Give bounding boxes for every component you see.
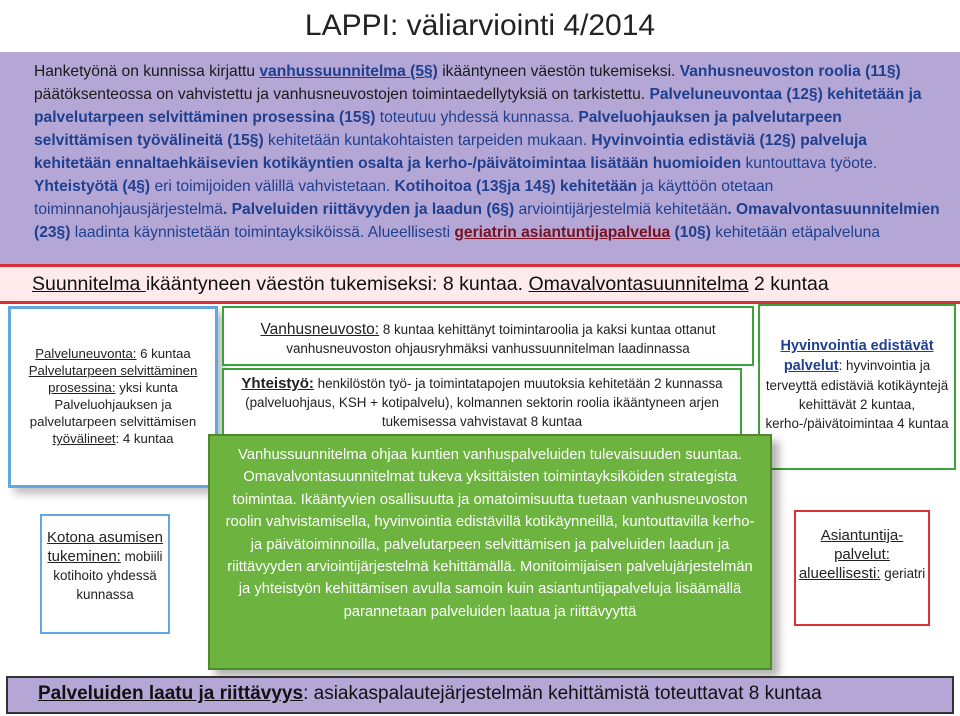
intro-text-7c: . Palveluiden riittävyyden ja laadun (6§) <box>222 201 515 218</box>
asiant-box-b: geriatri <box>880 566 926 581</box>
intro-text-4a: Palveluohjauksen ja palvelutarpeen selvittämisen työvälineitä (15§) <box>34 109 842 149</box>
asiant-box-a: Asiantuntija-palvelut: alueellisesti: <box>798 527 904 582</box>
left-box-d: yksi kunta <box>115 380 178 395</box>
kotona-box-b: mobiili kotihoito yhdessä kunnassa <box>53 549 163 602</box>
intro-text-3a: Palveluneuvontaa (12§) kehitetään ja palvelutarpeen selvittäminen prosessina (15§) <box>34 86 922 126</box>
intro-text-3b: toteutuu yhdessä kunnassa. <box>375 109 579 126</box>
cooperation-box <box>222 368 742 438</box>
intro-panel <box>0 52 960 268</box>
vanhus-box-b: 8 kuntaa kehittänyt toimintaroolia ja kaksi kuntaa ottanut vanhusneuvoston ohjausryhmäksi vanhussuunnitelman laadinnassa <box>286 322 716 356</box>
intro-text-1b: vanhussuunnitelma (5§) <box>259 63 438 80</box>
intro-text-6b: eri toimijoiden välillä vahvistetaan. <box>150 178 395 195</box>
intro-text-1c: ikääntyneen väestön tukemiseksi. <box>437 63 680 80</box>
left-box-a: Palveluneuvonta: <box>35 346 137 361</box>
plan-bar-b: ikääntyneen väestön tukemiseksi: 8 kuntaa. <box>145 273 529 295</box>
plan-bar-d: 2 kuntaa <box>748 273 829 295</box>
yhteis-box-b: henkilöstön työ- ja toimintatapojen muutoksia kehitetään 2 kunnassa (palveluohjaus, KSH + kotipalvelu), kolmannen sektorin roolia ikääntyneen arjen tukemisessa vahvistavat 8 kuntaa <box>245 376 723 429</box>
elder-council-box <box>222 306 754 366</box>
kotona-box-a: Kotona asumisen tukeminen: <box>47 529 163 565</box>
intro-text-2a: Vanhusneuvoston roolia (11§) <box>679 63 901 80</box>
intro-text-7f: laadinta käynnistetään toimintayksiköissä. <box>74 224 368 241</box>
hyvin-box-b: : hyvinvointia ja terveyttä edistäviä kotikäyntejä kehittävät 2 kuntaa, kerho-/päivätoimintaa 4 kuntaa <box>765 358 949 431</box>
plan-bar-a: Suunnitelma <box>32 273 146 295</box>
intro-text-7d: arviointijärjestelmiä kehitetään <box>514 201 728 218</box>
service-counseling-box <box>8 306 218 488</box>
plan-bar <box>0 264 960 304</box>
wellbeing-services-box <box>758 304 956 470</box>
intro-text-7b: ja käyttöön otetaan toiminnanohjausjärjestelmä <box>34 178 774 218</box>
plan-bar-c: Omavalvontasuunnitelma <box>528 273 749 295</box>
intro-text-5a: Hyvinvointia edistäviä (12§) palveluja kehitetään ennaltaehkäisevien kotikäyntien osalta ja kerho-/päivätoimintaa lisätään huomioiden <box>34 132 867 172</box>
left-box-b: 6 kuntaa <box>136 346 191 361</box>
intro-text-5b: kuntouttava työote. <box>741 155 878 172</box>
intro-text-2b: päätöksenteossa on vahvistettu ja vanhusneuvostojen toimintaedellytyksiä on tarkistettu. <box>34 86 650 103</box>
expert-services-box <box>794 510 930 626</box>
quality-bar <box>6 676 954 714</box>
intro-text-8d: kehitetään etäpalveluna <box>710 224 881 241</box>
hyvin-box-a: Hyvinvointia edistävät palvelut <box>780 338 934 374</box>
intro-text-1a: Hanketyönä on kunnissa kirjattu <box>34 63 260 80</box>
left-box-g: : 4 kuntaa <box>115 431 174 446</box>
intro-text-7e: . Omavalvontasuunnitelmien (23§) <box>34 201 940 241</box>
left-box-c: Palvelutarpeen selvittäminen prosessina: <box>28 363 198 395</box>
intro-text-7a: Kotihoitoa (13§ja 14§) kehitetään <box>394 178 638 195</box>
summary-text: Vanhussuunnitelma ohjaa kuntien vanhuspalveluiden tulevaisuuden suuntaa. Omavalvontasuunnitelmat tukeva yksittäisten toimintayksiköiden strategista toimintaa. Ikääntyvien osallisuutta ja omatoimisuutta tuetaan vanhusneuvoston roolin vahvistamisella, hyvinvointia edistävillä kotikäynneillä, kuntouttavilla kerho- ja päivätoiminnoilla, palvelutarpeen selvittämisen ja palveluiden laadun ja riittävyyden arviointijärjestelmä kehittämällä. Monitoimijaisen palvelujärjestelmän ja yhteistyön kehittämisen avulla samoin kuin asiantuntijapalveluja lisäämällä parannetaan palveluiden laatua ja riittävyyttä <box>225 447 755 620</box>
intro-text-8c: (10§) <box>670 224 711 241</box>
slide-title: LAPPI: väliarviointi 4/2014 <box>304 9 656 42</box>
intro-text-8b: geriatrin asiantuntijapalvelua <box>454 224 671 241</box>
left-box-f: työvälineet <box>52 431 116 446</box>
intro-text-8a: Alueellisesti <box>367 224 455 241</box>
summary-box <box>208 434 772 670</box>
vanhus-box-a: Vanhusneuvosto: <box>260 321 380 338</box>
left-box-e: Palveluohjauksen ja palvelutarpeen selvittämisen <box>29 397 197 429</box>
intro-text-4b: kehitetään kuntakohtaisten tarpeiden mukaan. <box>268 132 592 149</box>
yhteis-box-a: Yhteistyö: <box>241 375 314 392</box>
quality-bar-b: : asiakaspalautejärjestelmän kehittämistä toteuttavat 8 kuntaa <box>303 683 822 704</box>
quality-bar-a: Palveluiden laatu ja riittävyys <box>38 683 304 704</box>
intro-text-6a: Yhteistyötä (4§) <box>34 178 151 195</box>
home-living-support-box <box>40 514 170 634</box>
